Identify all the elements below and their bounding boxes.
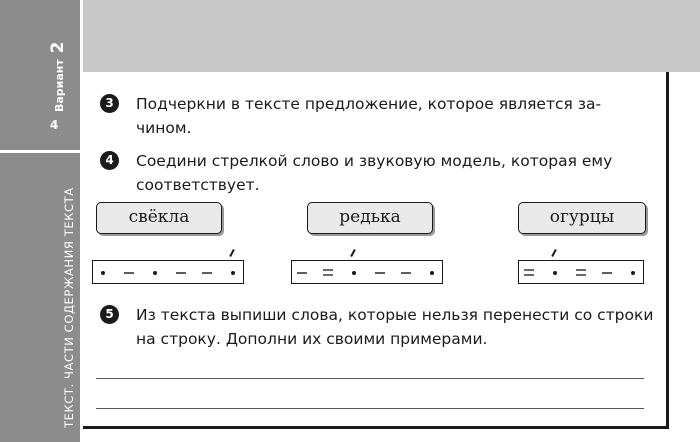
variant-block: [48, 40, 68, 120]
task-number: 4: [100, 151, 119, 170]
word-box-ogurtsy[interactable]: огурцы: [518, 202, 646, 234]
task-text: Подчеркни в тексте предложение, которое является за- чином.: [136, 95, 602, 137]
soft-consonant-equals: [323, 270, 333, 275]
sound-model-3[interactable]: [518, 260, 644, 284]
frame-right: [666, 72, 669, 428]
soft-consonant-equals: [524, 270, 534, 275]
sidebar: [0, 0, 80, 442]
vowel-dot: [231, 271, 235, 275]
vowel-dot: [153, 271, 157, 275]
variant-number: 2: [48, 41, 68, 54]
vowel-dot: [352, 271, 356, 275]
task-number: 5: [100, 305, 119, 324]
word-box-svyokla[interactable]: свёкла: [96, 202, 222, 234]
sound-model-svg: [292, 261, 442, 283]
task-number: 3: [100, 94, 119, 113]
vowel-dot: [553, 271, 557, 275]
task-text: Из текста выпиши слова, которые нельзя перенести со строки на строку. Дополни их своими примерами.: [136, 306, 654, 348]
soft-consonant-equals: [576, 270, 586, 275]
frame-bottom: [83, 426, 669, 429]
sound-model-svg: [93, 261, 243, 283]
stress-mark: [350, 249, 356, 257]
vowel-dot: [430, 271, 434, 275]
answer-line[interactable]: [96, 408, 644, 409]
sound-model-svg: [519, 261, 643, 283]
stress-mark: [229, 249, 235, 257]
page-gap: [80, 0, 83, 442]
header-bar: [80, 0, 700, 72]
sound-model-1[interactable]: [92, 260, 244, 284]
page-number: 4: [50, 118, 59, 132]
stress-mark: [551, 249, 557, 257]
task-text: Соедини стрелкой слово и звуковую модель, которая ему соответствует.: [136, 152, 613, 194]
answer-line[interactable]: [96, 378, 644, 379]
variant-text: Вариант: [53, 59, 66, 112]
vowel-dot: [101, 271, 105, 275]
sound-model-2[interactable]: [291, 260, 443, 284]
word-box-redka[interactable]: редька: [307, 202, 433, 234]
variant-label: [48, 42, 68, 112]
vowel-dot: [631, 271, 635, 275]
section-title: ТЕКСТ. ЧАСТИ СОДЕРЖАНИЯ ТЕКСТА: [62, 187, 76, 428]
sidebar-divider: [0, 150, 80, 153]
